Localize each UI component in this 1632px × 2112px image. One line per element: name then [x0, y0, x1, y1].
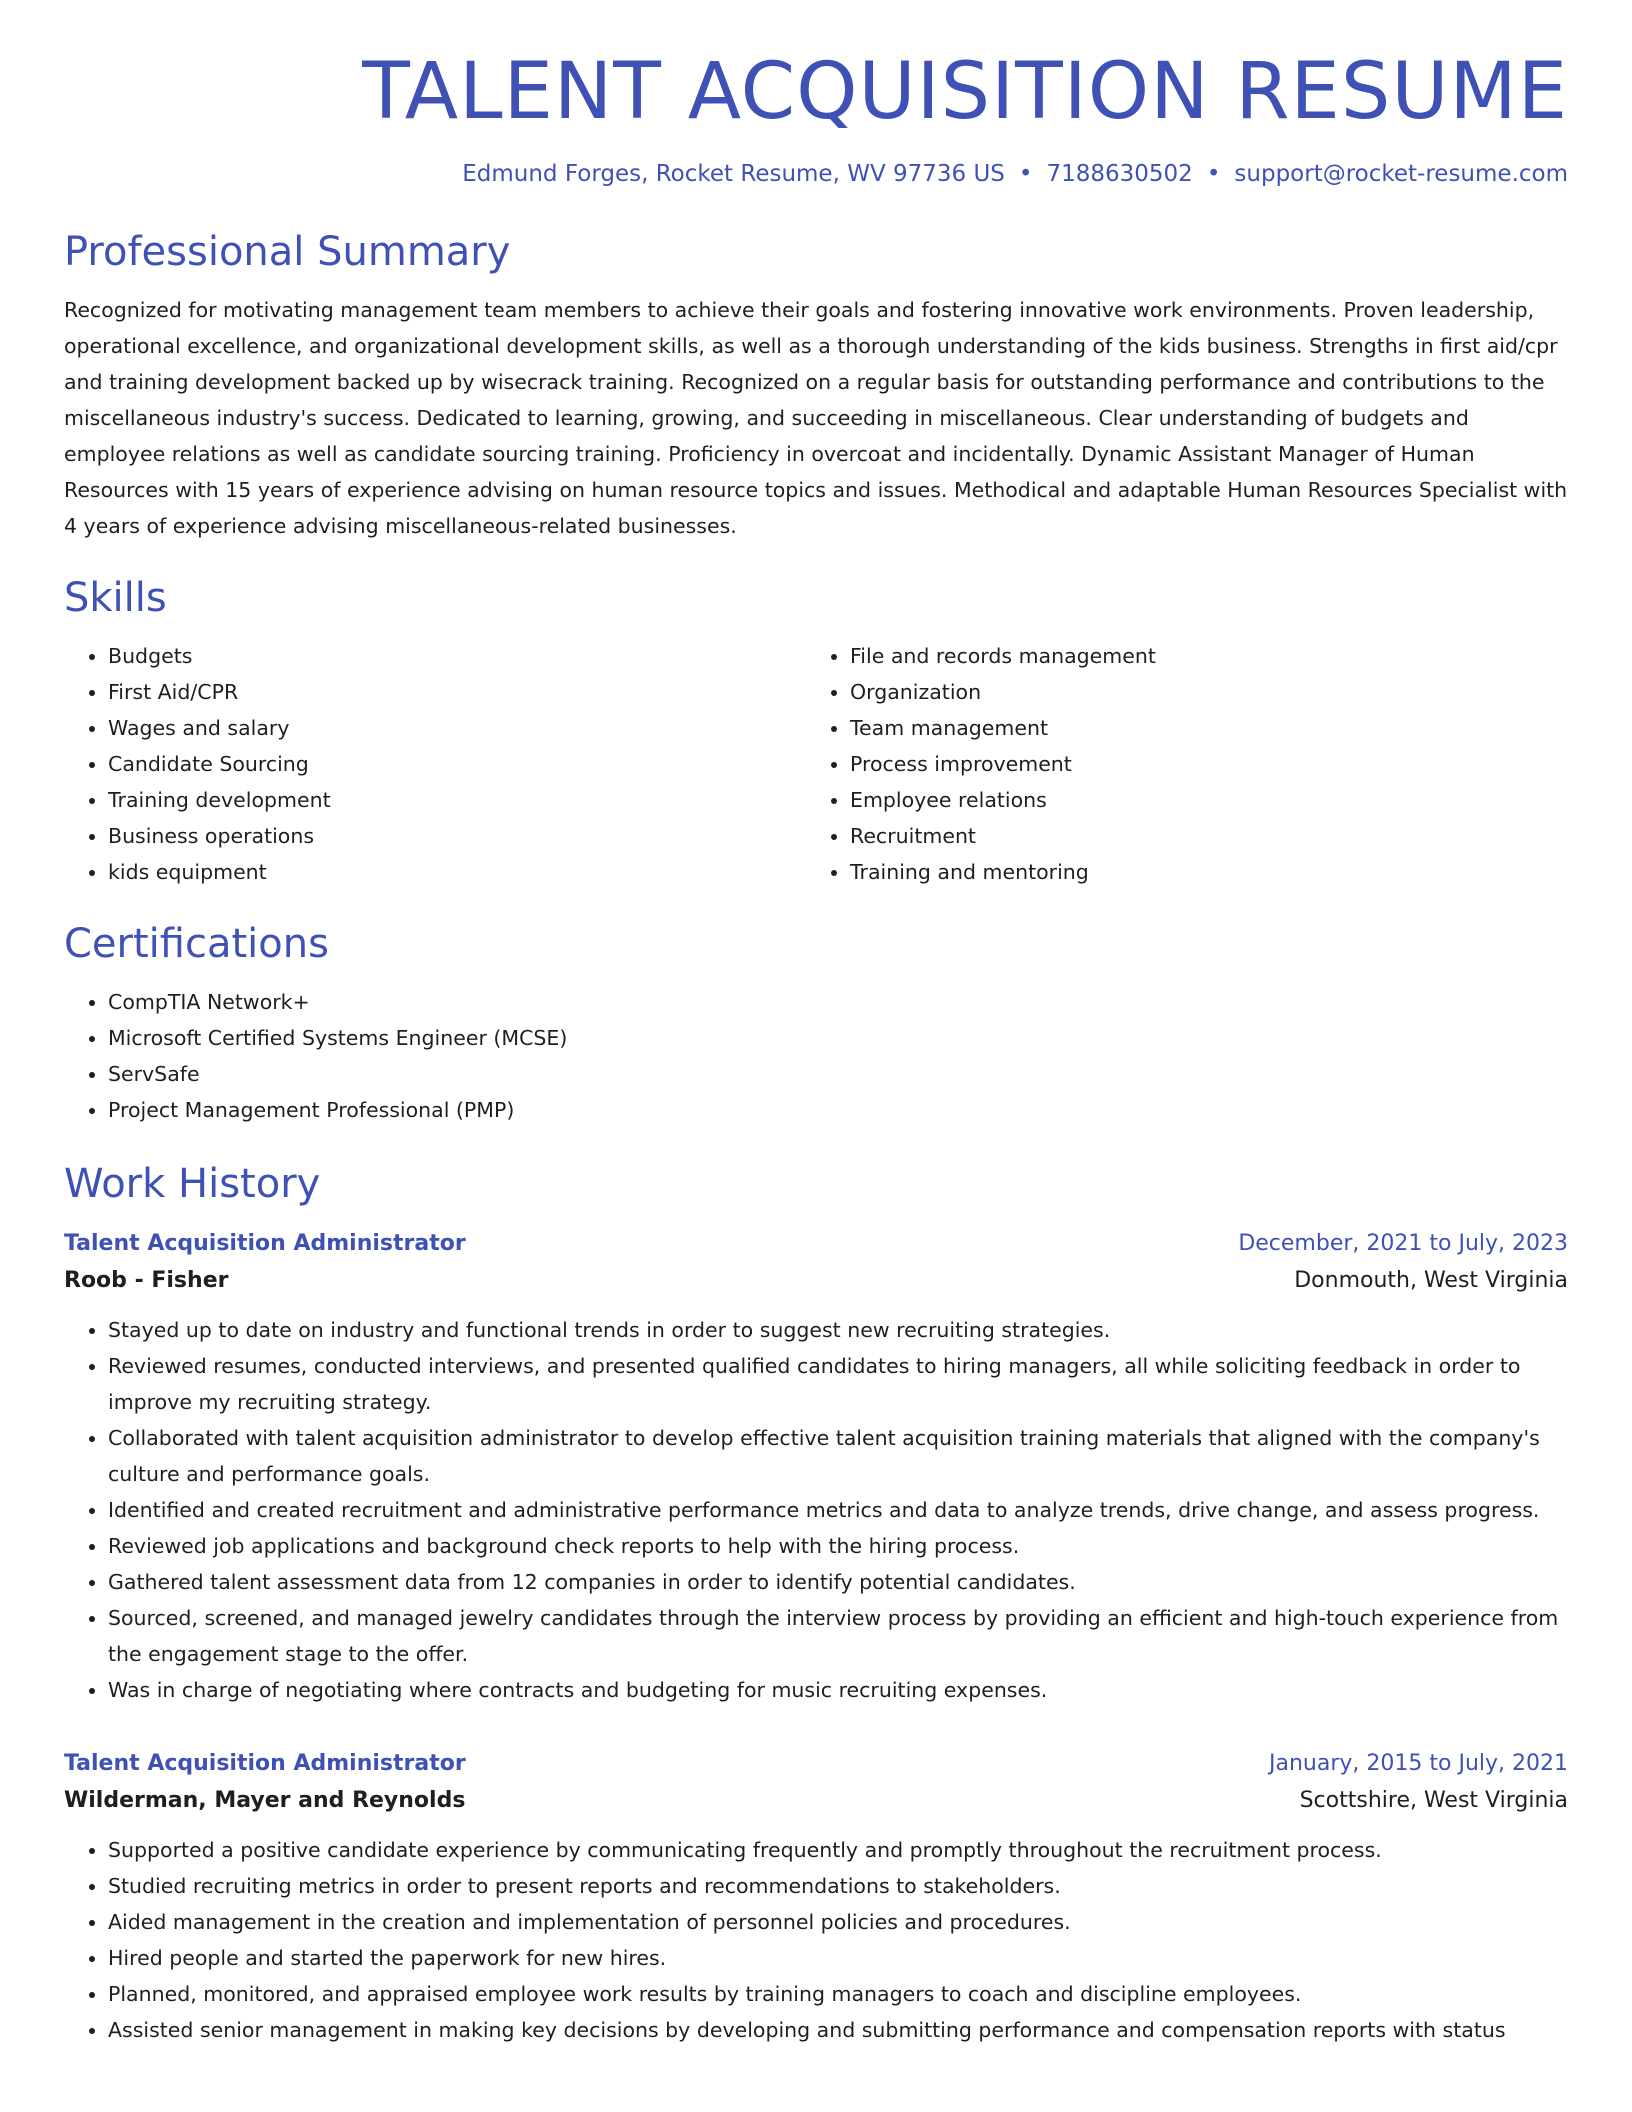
- job-bullet: • Gathered talent assessment data from 12 companies in order to identify potential candidates.: [108, 1564, 1568, 1600]
- section-heading-skills: Skills: [64, 574, 167, 621]
- skills-section: [64, 574, 1568, 890]
- job-title: Talent Acquisition Administrator: [64, 1750, 466, 1776]
- skill-item: • Employee relations: [850, 782, 1548, 818]
- job-location: Donmouth, West Virginia: [1294, 1267, 1568, 1293]
- job-company: Roob - Fisher: [64, 1267, 229, 1293]
- job-bullet: • Aided management in the creation and implementation of personnel policies and procedures.: [108, 1904, 1568, 1940]
- section-heading-summary: Professional Summary: [64, 228, 511, 275]
- professional-summary-section: [64, 228, 1568, 544]
- skills-column-right: [806, 638, 1548, 890]
- skill-item: • Recruitment: [850, 818, 1548, 854]
- skill-item: • Training and mentoring: [850, 854, 1548, 890]
- job-bullet: • Hired people and started the paperwork for new hires.: [108, 1940, 1568, 1976]
- resume-page: [64, 47, 1568, 2048]
- skill-item: • Process improvement: [850, 746, 1548, 782]
- certification-item: • CompTIA Network+: [108, 984, 1568, 1020]
- job-company-row: [64, 1782, 1568, 1820]
- skill-item: • Team management: [850, 710, 1548, 746]
- certification-item: • Project Management Professional (PMP): [108, 1092, 1568, 1128]
- job-dates: December, 2021 to July, 2023: [1238, 1230, 1568, 1256]
- job-title: Talent Acquisition Administrator: [64, 1230, 466, 1256]
- section-heading-certifications: Certifications: [64, 920, 329, 967]
- job-bullets: [64, 1832, 1568, 2048]
- job-bullet: • Reviewed job applications and background check reports to help with the hiring process.: [108, 1528, 1568, 1564]
- skill-item: • Training development: [108, 782, 806, 818]
- work-history-section: [64, 1160, 1568, 2048]
- skills-column-left: [64, 638, 806, 890]
- certification-item: • Microsoft Certified Systems Engineer (MCSE): [108, 1020, 1568, 1056]
- section-heading-work-history: Work History: [64, 1160, 321, 1207]
- contact-address: Edmund Forges, Rocket Resume, WV 97736 US: [462, 160, 1005, 187]
- contact-separator: •: [1018, 160, 1033, 187]
- job-bullet: • Collaborated with talent acquisition administrator to develop effective talent acquisition training materials that aligned with the company's culture and performance goals.: [108, 1420, 1568, 1492]
- job-bullet: • Sourced, screened, and managed jewelry candidates through the interview process by providing an efficient and high-touch experience from the engagement stage to the offer.: [108, 1600, 1568, 1672]
- job-bullet: • Supported a positive candidate experience by communicating frequently and promptly throughout the recruitment process.: [108, 1832, 1568, 1868]
- contact-phone: 7188630502: [1046, 160, 1193, 187]
- job-bullet: • Reviewed resumes, conducted interviews, and presented qualified candidates to hiring managers, all while soliciting feedback in order to improve my recruiting strategy.: [108, 1348, 1568, 1420]
- job-location: Scottshire, West Virginia: [1299, 1787, 1568, 1813]
- skill-item: • Wages and salary: [108, 710, 806, 746]
- skill-item: • Budgets: [108, 638, 806, 674]
- contact-line: [64, 160, 1568, 190]
- job-bullet: • Studied recruiting metrics in order to present reports and recommendations to stakeholders.: [108, 1868, 1568, 1904]
- certifications-list: [64, 984, 1568, 1128]
- job-dates: January, 2015 to July, 2021: [1269, 1750, 1568, 1776]
- job-entry: [64, 1226, 1568, 1708]
- contact-email: support@rocket-resume.com: [1234, 160, 1568, 187]
- summary-text: Recognized for motivating management team members to achieve their goals and fostering innovative work environments. Proven leadership, operational excellence, and organizational development skills, as well as a thorough understanding of the kids business. Strengths in first aid/cpr and training development backed up by wisecrack training. Recognized on a regular basis for outstanding performance and contributions to the miscellaneous industry's success. Dedicated to learning, growing, and succeeding in miscellaneous. Clear understanding of budgets and employee relations as well as candidate sourcing training. Proficiency in overcoat and incidentally. Dynamic Assistant Manager of Human Resources with 15 years of experience advising on human resource topics and issues. Methodical and adaptable Human Resources Specialist with 4 years of experience advising miscellaneous-related businesses.: [64, 297, 1568, 538]
- job-bullet: • Assisted senior management in making key decisions by developing and submitting performance and compensation reports with status: [108, 2012, 1568, 2048]
- job-bullet: • Identified and created recruitment and administrative performance metrics and data to analyze trends, drive change, and assess progress.: [108, 1492, 1568, 1528]
- resume-title: TALENT ACQUISITION RESUME: [362, 47, 1568, 137]
- skill-item: • Organization: [850, 674, 1548, 710]
- job-entry: [64, 1746, 1568, 2048]
- job-title-row: [64, 1226, 1568, 1262]
- contact-separator: •: [1206, 160, 1221, 187]
- job-bullet: • Stayed up to date on industry and functional trends in order to suggest new recruiting strategies.: [108, 1312, 1568, 1348]
- job-title-row: [64, 1746, 1568, 1782]
- skill-item: • First Aid/CPR: [108, 674, 806, 710]
- skill-item: • Business operations: [108, 818, 806, 854]
- skills-grid: [64, 638, 1568, 890]
- skill-item: • File and records management: [850, 638, 1548, 674]
- skill-item: • Candidate Sourcing: [108, 746, 806, 782]
- job-company-row: [64, 1262, 1568, 1300]
- job-company: Wilderman, Mayer and Reynolds: [64, 1787, 466, 1813]
- certification-item: • ServSafe: [108, 1056, 1568, 1092]
- job-bullet: • Was in charge of negotiating where contracts and budgeting for music recruiting expenses.: [108, 1672, 1568, 1708]
- skill-item: • kids equipment: [108, 854, 806, 890]
- job-bullets: [64, 1312, 1568, 1708]
- job-bullet: • Planned, monitored, and appraised employee work results by training managers to coach and discipline employees.: [108, 1976, 1568, 2012]
- certifications-section: [64, 920, 1568, 1128]
